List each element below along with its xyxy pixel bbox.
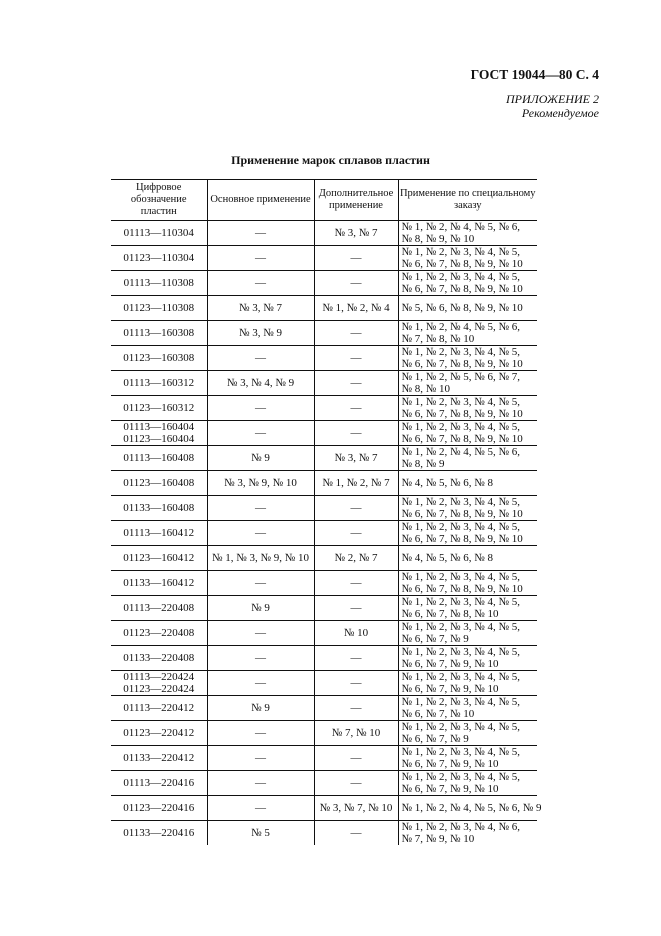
cell-main-use: № 3, № 7 [207, 296, 314, 321]
cell-code [111, 721, 207, 746]
plate-code: 01123—110304 [123, 252, 195, 264]
table-row [111, 421, 537, 446]
cell-main-use: № 9 [207, 696, 314, 721]
cell-extra-use: — [314, 371, 398, 396]
cell-main-use: № 5 [207, 821, 314, 846]
table-row [111, 521, 537, 546]
plate-code: 01123—220416 [123, 802, 195, 814]
special-order-line: № 1, № 2, № 3, № 4, № 6, [401, 821, 520, 833]
cell-special-order [398, 271, 537, 296]
special-order-line: № 1, № 2, № 3, № 4, № 5, [401, 571, 520, 583]
cell-extra-use: № 3, № 7, № 10 [314, 796, 398, 821]
plate-code: 01133—220416 [123, 827, 195, 839]
cell-code [111, 496, 207, 521]
special-order-line: № 6, № 7, № 9 [401, 633, 469, 645]
cell-extra-use: — [314, 396, 398, 421]
special-order-line: № 1, № 2, № 4, № 5, № 6, [401, 221, 520, 233]
special-order-line: № 6, № 7, № 8, № 9, № 10 [401, 583, 523, 595]
cell-code [111, 596, 207, 621]
special-order-line: № 1, № 2, № 3, № 4, № 5, [401, 746, 520, 758]
plate-code: 01133—160408 [123, 502, 195, 514]
plate-code: 01133—160412 [123, 577, 195, 589]
cell-code [111, 296, 207, 321]
cell-extra-use: — [314, 671, 398, 696]
table-row [111, 696, 537, 721]
special-order-line: № 1, № 2, № 3, № 4, № 5, [401, 346, 520, 358]
cell-extra-use: № 3, № 7 [314, 446, 398, 471]
special-order-line: № 7, № 8, № 10 [401, 333, 475, 345]
cell-main-use: — [207, 621, 314, 646]
cell-special-order [398, 621, 537, 646]
table-row [111, 596, 537, 621]
column-header-extra-use [314, 180, 398, 221]
cell-code [111, 621, 207, 646]
column-header-code [111, 180, 207, 221]
cell-extra-use: — [314, 696, 398, 721]
cell-special-order [398, 596, 537, 621]
special-order-line: № 1, № 2, № 3, № 4, № 5, [401, 671, 520, 683]
cell-special-order [398, 571, 537, 596]
cell-special-order [398, 771, 537, 796]
plate-code: 01123—160312 [123, 402, 195, 414]
plate-code: 01113—220416 [123, 777, 195, 789]
plate-code: 01123—160408 [123, 477, 195, 489]
table-row [111, 246, 537, 271]
table-row [111, 296, 537, 321]
special-order-line: № 1, № 2, № 3, № 4, № 5, [401, 271, 520, 283]
cell-main-use: — [207, 271, 314, 296]
cell-extra-use: — [314, 521, 398, 546]
cell-main-use: № 3, № 9 [207, 321, 314, 346]
special-order-line: № 1, № 2, № 3, № 4, № 5, [401, 521, 520, 533]
table-row [111, 346, 537, 371]
special-order-line: № 1, № 2, № 3, № 4, № 5, [401, 646, 520, 658]
special-order-line: № 6, № 7, № 8, № 9, № 10 [401, 533, 523, 545]
column-header-main-use [207, 180, 314, 221]
cell-extra-use: — [314, 321, 398, 346]
table-row [111, 771, 537, 796]
column-header-line: Цифровое [136, 182, 182, 193]
table-title: Применение марок сплавов пластин [231, 153, 430, 167]
cell-extra-use: — [314, 771, 398, 796]
table-row [111, 446, 537, 471]
cell-main-use: № 3, № 9, № 10 [207, 471, 314, 496]
plate-code: 01113—110304 [123, 227, 194, 239]
special-order-line: № 1, № 2, № 3, № 4, № 5, [401, 696, 520, 708]
special-order-line: № 1, № 2, № 3, № 4, № 5, [401, 421, 520, 433]
cell-extra-use: № 10 [314, 621, 398, 646]
column-header-line: применение [329, 200, 383, 211]
cell-extra-use: — [314, 821, 398, 846]
cell-code [111, 671, 207, 696]
table-row [111, 271, 537, 296]
cell-special-order [398, 671, 537, 696]
special-order-line: № 6, № 7, № 9, № 10 [401, 783, 499, 795]
cell-extra-use: № 7, № 10 [314, 721, 398, 746]
cell-main-use: — [207, 521, 314, 546]
cell-code [111, 571, 207, 596]
table-row [111, 546, 537, 571]
special-order-line: № 8, № 9 [401, 458, 445, 470]
appendix-label [506, 92, 599, 120]
cell-main-use: — [207, 246, 314, 271]
special-order-line: № 6, № 7, № 9, № 10 [401, 658, 499, 670]
table-row [111, 221, 537, 246]
document-header-gost: ГОСТ 19044—80 С. 4 [470, 67, 599, 82]
cell-main-use: № 3, № 4, № 9 [207, 371, 314, 396]
column-header-line: Применение по специальному [399, 188, 536, 199]
table-row [111, 621, 537, 646]
cell-code [111, 746, 207, 771]
cell-main-use: — [207, 746, 314, 771]
cell-main-use: — [207, 646, 314, 671]
plate-code: 01113—160412 [123, 527, 195, 539]
cell-extra-use: № 2, № 7 [314, 546, 398, 571]
cell-special-order [398, 821, 537, 846]
special-order-line: № 6, № 7, № 8, № 9, № 10 [401, 283, 523, 295]
special-order-line: № 6, № 7, № 8, № 10 [401, 608, 499, 620]
plate-code: 01113—220408 [123, 602, 195, 614]
plate-code: 01113—220412 [123, 702, 195, 714]
cell-extra-use: — [314, 271, 398, 296]
cell-main-use: № 1, № 3, № 9, № 10 [207, 546, 314, 571]
cell-code [111, 396, 207, 421]
plate-code: 01123—110308 [123, 302, 195, 314]
cell-extra-use: № 1, № 2, № 4 [314, 296, 398, 321]
special-order-line: № 1, № 2, № 4, № 5, № 6, [401, 321, 520, 333]
cell-code [111, 771, 207, 796]
plate-code: 01123—160412 [123, 552, 195, 564]
special-order-line: № 1, № 2, № 3, № 4, № 5, [401, 621, 520, 633]
plate-code: 01113—160408 [123, 452, 195, 464]
cell-special-order [398, 646, 537, 671]
column-header-line: Дополнительное [318, 188, 394, 199]
table-row [111, 471, 537, 496]
special-order-line: № 6, № 7, № 9, № 10 [401, 683, 499, 695]
cell-main-use: — [207, 421, 314, 446]
alloy-application-table [111, 179, 542, 845]
special-order-line: № 6, № 7, № 9 [401, 733, 469, 745]
special-order-line: № 8, № 10 [401, 383, 450, 395]
cell-extra-use: — [314, 421, 398, 446]
special-order-line: № 1, № 2, № 4, № 5, № 6, № 9 [401, 802, 542, 814]
cell-code [111, 471, 207, 496]
cell-code [111, 246, 207, 271]
cell-special-order [398, 321, 537, 346]
cell-code [111, 821, 207, 846]
cell-special-order [398, 471, 537, 496]
special-order-line: № 8, № 9, № 10 [401, 233, 475, 245]
cell-code [111, 346, 207, 371]
special-order-line: № 1, № 2, № 5, № 6, № 7, [401, 371, 520, 383]
column-header-line: пластин [140, 206, 177, 217]
plate-code: 01123—160404 [123, 433, 195, 445]
cell-main-use: — [207, 346, 314, 371]
cell-special-order [398, 296, 537, 321]
plate-code: 01113—160308 [123, 327, 195, 339]
table-row [111, 721, 537, 746]
cell-extra-use: — [314, 746, 398, 771]
table-row [111, 371, 537, 396]
table-row [111, 646, 537, 671]
special-order-line: № 6, № 7, № 8, № 9, № 10 [401, 433, 523, 445]
column-header-line: заказу [453, 200, 482, 211]
plate-code: 01113—110308 [123, 277, 194, 289]
cell-main-use: — [207, 721, 314, 746]
special-order-line: № 4, № 5, № 6, № 8 [401, 477, 493, 489]
plate-code: 01123—160308 [123, 352, 195, 364]
special-order-line: № 1, № 2, № 3, № 4, № 5, [401, 771, 520, 783]
special-order-line: № 6, № 7, № 10 [401, 708, 475, 720]
cell-main-use: — [207, 771, 314, 796]
special-order-line: № 5, № 6, № 8, № 9, № 10 [401, 302, 523, 314]
cell-main-use: № 9 [207, 596, 314, 621]
plate-code: 01123—220408 [123, 627, 195, 639]
special-order-line: № 1, № 2, № 4, № 5, № 6, [401, 446, 520, 458]
cell-code [111, 696, 207, 721]
special-order-line: № 1, № 2, № 3, № 4, № 5, [401, 721, 520, 733]
cell-extra-use: — [314, 596, 398, 621]
cell-special-order [398, 371, 537, 396]
column-header-line: обозначение [130, 194, 187, 205]
table-row [111, 496, 537, 521]
cell-main-use: № 9 [207, 446, 314, 471]
cell-special-order [398, 421, 537, 446]
plate-code: 01113—160312 [123, 377, 195, 389]
special-order-line: № 4, № 5, № 6, № 8 [401, 552, 493, 564]
cell-special-order [398, 221, 537, 246]
cell-code [111, 546, 207, 571]
cell-code [111, 446, 207, 471]
special-order-line: № 6, № 7, № 8, № 9, № 10 [401, 508, 523, 520]
cell-special-order [398, 521, 537, 546]
table-row [111, 671, 537, 696]
plate-code: 01133—220412 [123, 752, 195, 764]
column-header-special-order [398, 180, 537, 221]
plate-code: 01113—220424 [123, 671, 195, 683]
table-body [111, 221, 542, 846]
cell-extra-use: — [314, 346, 398, 371]
cell-main-use: — [207, 796, 314, 821]
cell-special-order [398, 246, 537, 271]
table-header-row [111, 180, 537, 221]
cell-main-use: — [207, 571, 314, 596]
table-row [111, 796, 537, 821]
cell-special-order [398, 496, 537, 521]
cell-main-use: — [207, 221, 314, 246]
cell-special-order [398, 746, 537, 771]
plate-code: 01113—160404 [123, 421, 195, 433]
special-order-line: № 1, № 2, № 3, № 4, № 5, [401, 396, 520, 408]
appendix-status: Рекомендуемое [521, 106, 599, 120]
cell-special-order [398, 796, 542, 821]
cell-extra-use: № 3, № 7 [314, 221, 398, 246]
cell-special-order [398, 696, 537, 721]
special-order-line: № 6, № 7, № 8, № 9, № 10 [401, 408, 523, 420]
special-order-line: № 6, № 7, № 9, № 10 [401, 758, 499, 770]
special-order-line: № 1, № 2, № 3, № 4, № 5, [401, 246, 520, 258]
cell-special-order [398, 346, 537, 371]
special-order-line: № 6, № 7, № 8, № 9, № 10 [401, 358, 523, 370]
plate-code: 01123—220412 [123, 727, 195, 739]
cell-main-use: — [207, 496, 314, 521]
cell-special-order [398, 446, 537, 471]
cell-code [111, 221, 207, 246]
cell-code [111, 646, 207, 671]
cell-special-order [398, 721, 537, 746]
table-row [111, 821, 537, 846]
table-row [111, 571, 537, 596]
cell-extra-use: — [314, 571, 398, 596]
table-row [111, 321, 537, 346]
plate-code: 01123—220424 [123, 683, 195, 695]
plate-code: 01133—220408 [123, 652, 195, 664]
cell-code [111, 421, 207, 446]
cell-code [111, 271, 207, 296]
cell-code [111, 796, 207, 821]
appendix-title: ПРИЛОЖЕНИЕ 2 [506, 92, 599, 106]
table-row [111, 746, 537, 771]
cell-special-order [398, 396, 537, 421]
table-row [111, 396, 537, 421]
cell-extra-use: — [314, 496, 398, 521]
cell-code [111, 321, 207, 346]
cell-extra-use: № 1, № 2, № 7 [314, 471, 398, 496]
special-order-line: № 6, № 7, № 8, № 9, № 10 [401, 258, 523, 270]
cell-extra-use: — [314, 246, 398, 271]
cell-extra-use: — [314, 646, 398, 671]
cell-code [111, 521, 207, 546]
cell-code [111, 371, 207, 396]
cell-main-use: — [207, 671, 314, 696]
column-header-line: Основное применение [210, 194, 311, 205]
special-order-line: № 1, № 2, № 3, № 4, № 5, [401, 596, 520, 608]
cell-special-order [398, 546, 537, 571]
special-order-line: № 7, № 9, № 10 [401, 833, 475, 845]
cell-main-use: — [207, 396, 314, 421]
special-order-line: № 1, № 2, № 3, № 4, № 5, [401, 496, 520, 508]
